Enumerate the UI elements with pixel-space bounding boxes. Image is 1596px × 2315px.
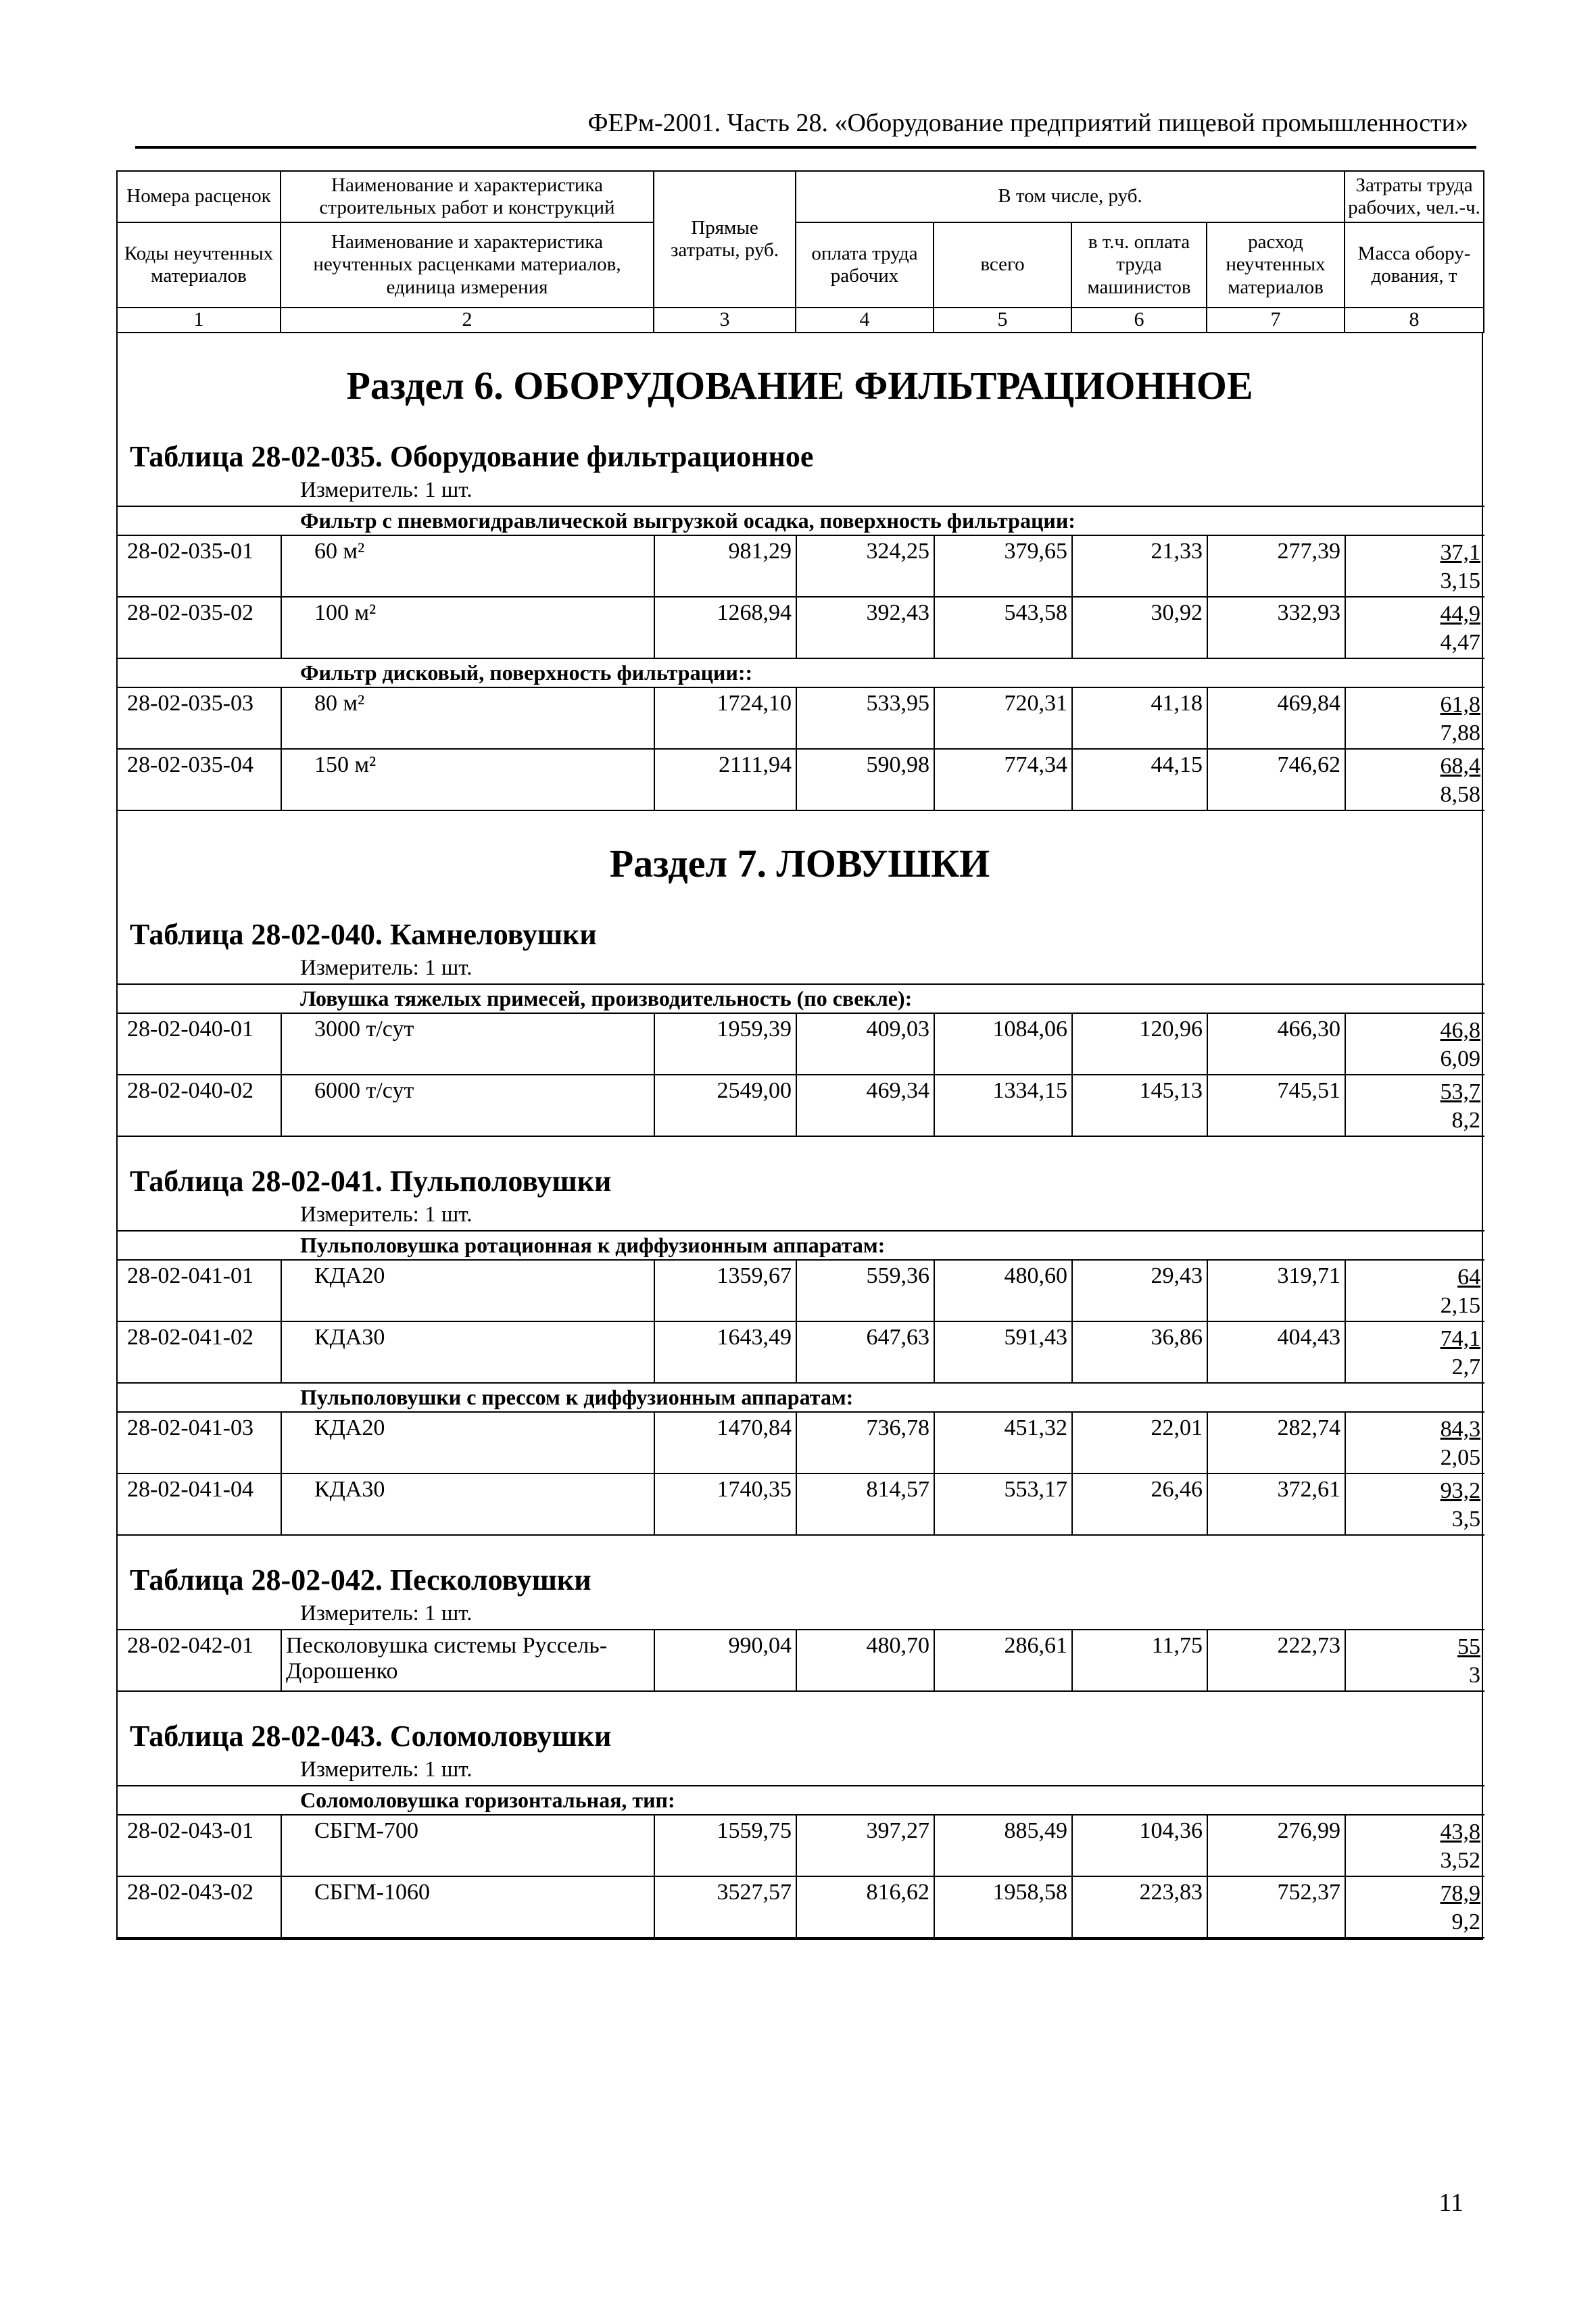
direct-cost: 2549,00 [654,1075,796,1136]
measure-unit: Измеритель: 1 шт. [300,1757,473,1782]
col8-bottom-header: Масса обору-дования, т [1345,222,1484,308]
item-name: 150 м² [281,749,654,810]
table-row [118,1075,1484,1136]
equipment-mass: 2,05 [1440,1445,1481,1470]
rate-code: 28-02-043-01 [118,1815,281,1876]
direct-cost: 1359,67 [654,1260,796,1321]
direct-cost: 990,04 [654,1630,796,1691]
col-number: 2 [281,308,654,333]
labor-pay: 409,03 [796,1013,934,1075]
material-cost: 222,73 [1207,1630,1345,1691]
table-040 [118,983,1484,1137]
table-row [118,1815,1484,1876]
machine-total: 591,43 [934,1321,1072,1383]
column-header-table [116,170,1484,333]
labor-mass-cell [1345,1630,1484,1691]
labor-mass-cell [1345,1412,1484,1473]
item-name: 6000 т/сут [281,1075,654,1136]
direct-cost: 1724,10 [654,687,796,749]
group-heading: Пульполовушка ротационная к диффузионным аппаратам: [118,1231,1484,1260]
labor-hours: 61,8 [1440,691,1481,717]
rates-document [116,170,1483,1940]
machinist-pay: 145,13 [1072,1075,1207,1136]
rate-code: 28-02-041-04 [118,1473,281,1535]
table-035 [118,506,1484,811]
col-number: 3 [654,308,796,333]
machinist-pay: 21,33 [1072,535,1207,597]
col-number: 6 [1071,308,1207,333]
machine-total: 1084,06 [934,1013,1072,1075]
table-035-title: Таблица 28-02-035. Оборудование фильтрационное [130,439,814,473]
labor-mass-cell [1345,1075,1484,1136]
labor-mass-cell [1345,1876,1484,1938]
rate-code: 28-02-035-04 [118,749,281,810]
direct-cost: 1470,84 [654,1412,796,1473]
col-number: 4 [796,308,934,333]
table-041-title: Таблица 28-02-041. Пульполовушки [130,1164,612,1198]
item-name: Песколовушка системы Руссель-Дорошенко [281,1630,654,1691]
material-cost: 752,37 [1207,1876,1345,1938]
col4-header: оплата труда рабочих [796,222,934,308]
table-043 [118,1785,1484,1939]
col-number: 5 [934,308,1071,333]
table-row [118,535,1484,597]
material-cost: 466,30 [1207,1013,1345,1075]
item-name: КДА30 [281,1321,654,1383]
machine-total: 1334,15 [934,1075,1072,1136]
labor-pay: 816,62 [796,1876,934,1938]
table-row [118,1412,1484,1473]
machine-total: 720,31 [934,687,1072,749]
direct-cost: 1643,49 [654,1321,796,1383]
machine-total: 480,60 [934,1260,1072,1321]
table-042 [118,1629,1484,1692]
labor-hours: 37,1 [1440,539,1481,565]
table-row [118,1630,1484,1691]
col2-top-header: Наименование и характеристика строительных работ и конструкций [281,171,654,222]
machinist-pay: 29,43 [1072,1260,1207,1321]
machine-total: 774,34 [934,749,1072,810]
material-cost: 745,51 [1207,1075,1345,1136]
including-header: В том числе, руб. [796,171,1345,222]
measure-unit: Измеритель: 1 шт. [300,955,473,980]
labor-hours: 53,7 [1440,1079,1481,1104]
labor-mass-cell [1345,1013,1484,1075]
item-name: СБГМ-700 [281,1815,654,1876]
labor-mass-cell [1345,1321,1484,1383]
equipment-mass: 3,15 [1440,568,1481,593]
machine-total: 543,58 [934,597,1072,658]
table-row [118,1260,1484,1321]
col1-top-header: Номера расценок [117,171,281,222]
running-header: ФЕРм-2001. Часть 28. «Оборудование предприятий пищевой промышленности» [135,108,1476,149]
material-cost: 277,39 [1207,535,1345,597]
rate-code: 28-02-035-03 [118,687,281,749]
col8-top-header: Затраты труда рабочих, чел.-ч. [1345,171,1484,222]
rate-code: 28-02-041-03 [118,1412,281,1473]
group-heading: Фильтр дисковый, поверхность фильтрации:: [118,658,1484,687]
machinist-pay: 120,96 [1072,1013,1207,1075]
direct-cost: 1959,39 [654,1013,796,1075]
material-cost: 469,84 [1207,687,1345,749]
machinist-pay: 30,92 [1072,597,1207,658]
material-cost: 282,74 [1207,1412,1345,1473]
labor-hours: 93,2 [1440,1478,1481,1503]
equipment-mass: 8,2 [1451,1108,1481,1133]
labor-mass-cell [1345,749,1484,810]
machine-total: 379,65 [934,535,1072,597]
col1-bottom-header: Коды неучтенных материалов [117,222,281,308]
table-040-title: Таблица 28-02-040. Камнеловушки [130,917,597,951]
labor-pay: 397,27 [796,1815,934,1876]
material-cost: 319,71 [1207,1260,1345,1321]
labor-hours: 64 [1457,1264,1481,1290]
table-041 [118,1230,1484,1536]
col2-bottom-header: Наименование и характеристика неучтенных расценками материалов, единица измерения [281,222,654,308]
machine-total: 1958,58 [934,1876,1072,1938]
col5-header: всего [934,222,1071,308]
labor-hours: 43,8 [1440,1819,1481,1845]
equipment-mass: 9,2 [1451,1909,1481,1934]
item-name: КДА20 [281,1260,654,1321]
labor-pay: 480,70 [796,1630,934,1691]
machinist-pay: 41,18 [1072,687,1207,749]
machinist-pay: 22,01 [1072,1412,1207,1473]
equipment-mass: 8,58 [1440,782,1481,807]
machine-total: 885,49 [934,1815,1072,1876]
machine-total: 553,17 [934,1473,1072,1535]
page-number: 11 [1438,2189,1464,2217]
labor-pay: 590,98 [796,749,934,810]
rate-code: 28-02-043-02 [118,1876,281,1938]
labor-mass-cell [1345,1260,1484,1321]
labor-pay: 533,95 [796,687,934,749]
section-6-title: Раздел 6. ОБОРУДОВАНИЕ ФИЛЬТРАЦИОННОЕ [346,363,1253,408]
item-name: КДА30 [281,1473,654,1535]
group-heading: Соломоловушка горизонтальная, тип: [118,1786,1484,1815]
labor-mass-cell [1345,1473,1484,1535]
rate-code: 28-02-040-02 [118,1075,281,1136]
item-name: 80 м² [281,687,654,749]
col6-header: в т.ч. оплата труда машинистов [1071,222,1207,308]
group-heading: Пульполовушки с прессом к диффузионным аппаратам: [118,1383,1484,1412]
rate-code: 28-02-035-02 [118,597,281,658]
machinist-pay: 36,86 [1072,1321,1207,1383]
machine-total: 451,32 [934,1412,1072,1473]
table-row [118,1876,1484,1938]
section-7-title: Раздел 7. ЛОВУШКИ [609,841,990,885]
group-heading: Фильтр с пневмогидравлической выгрузкой осадка, поверхность фильтрации: [118,506,1484,535]
machine-total: 286,61 [934,1630,1072,1691]
labor-pay: 324,25 [796,535,934,597]
labor-pay: 469,34 [796,1075,934,1136]
labor-hours: 44,9 [1440,601,1481,627]
table-043-title: Таблица 28-02-043. Соломоловушки [130,1719,612,1753]
labor-pay: 392,43 [796,597,934,658]
col7-header: расход неучтенных материалов [1207,222,1345,308]
material-cost: 332,93 [1207,597,1345,658]
labor-mass-cell [1345,535,1484,597]
direct-cost: 1559,75 [654,1815,796,1876]
material-cost: 372,61 [1207,1473,1345,1535]
rate-code: 28-02-040-01 [118,1013,281,1075]
item-name: КДА20 [281,1412,654,1473]
direct-cost: 3527,57 [654,1876,796,1938]
item-name: 3000 т/сут [281,1013,654,1075]
item-name: 100 м² [281,597,654,658]
equipment-mass: 2,15 [1440,1293,1481,1318]
item-name: 60 м² [281,535,654,597]
equipment-mass: 6,09 [1440,1046,1481,1071]
labor-pay: 814,57 [796,1473,934,1535]
machinist-pay: 11,75 [1072,1630,1207,1691]
machinist-pay: 44,15 [1072,749,1207,810]
labor-mass-cell [1345,1815,1484,1876]
table-042-title: Таблица 28-02-042. Песколовушки [130,1563,591,1597]
equipment-mass: 2,7 [1451,1355,1481,1380]
table-row [118,687,1484,749]
labor-hours: 68,4 [1440,753,1481,779]
labor-mass-cell [1345,597,1484,658]
labor-hours: 78,9 [1440,1880,1481,1906]
material-cost: 276,99 [1207,1815,1345,1876]
material-cost: 746,62 [1207,749,1345,810]
rate-code: 28-02-041-02 [118,1321,281,1383]
col3-header: Прямые затраты, руб. [654,171,796,308]
group-heading: Ловушка тяжелых примесей, производительность (по свекле): [118,984,1484,1013]
equipment-mass: 3,5 [1451,1507,1481,1532]
direct-cost: 1268,94 [654,597,796,658]
table-row [118,1473,1484,1535]
col-number: 1 [117,308,281,333]
table-row [118,597,1484,658]
labor-hours: 74,1 [1440,1325,1481,1351]
measure-unit: Измеритель: 1 шт. [300,477,473,502]
direct-cost: 2111,94 [654,749,796,810]
col-number: 7 [1207,308,1345,333]
rate-code: 28-02-041-01 [118,1260,281,1321]
direct-cost: 1740,35 [654,1473,796,1535]
equipment-mass: 3 [1469,1663,1480,1688]
measure-unit: Измеритель: 1 шт. [300,1202,473,1227]
labor-pay: 647,63 [796,1321,934,1383]
labor-mass-cell [1345,687,1484,749]
labor-pay: 736,78 [796,1412,934,1473]
equipment-mass: 3,52 [1440,1848,1481,1873]
table-row [118,1321,1484,1383]
equipment-mass: 4,47 [1440,630,1481,655]
machinist-pay: 223,83 [1072,1876,1207,1938]
equipment-mass: 7,88 [1440,721,1481,746]
measure-unit: Измеритель: 1 шт. [300,1601,473,1626]
direct-cost: 981,29 [654,535,796,597]
labor-hours: 84,3 [1440,1416,1481,1442]
material-cost: 404,43 [1207,1321,1345,1383]
rate-code: 28-02-042-01 [118,1630,281,1691]
document-body [116,333,1483,1940]
table-row [118,749,1484,810]
item-name: СБГМ-1060 [281,1876,654,1938]
machinist-pay: 26,46 [1072,1473,1207,1535]
col-number: 8 [1345,308,1484,333]
labor-pay: 559,36 [796,1260,934,1321]
rate-code: 28-02-035-01 [118,535,281,597]
labor-hours: 55 [1457,1634,1480,1659]
labor-hours: 46,8 [1440,1017,1481,1043]
machinist-pay: 104,36 [1072,1815,1207,1876]
table-row [118,1013,1484,1075]
